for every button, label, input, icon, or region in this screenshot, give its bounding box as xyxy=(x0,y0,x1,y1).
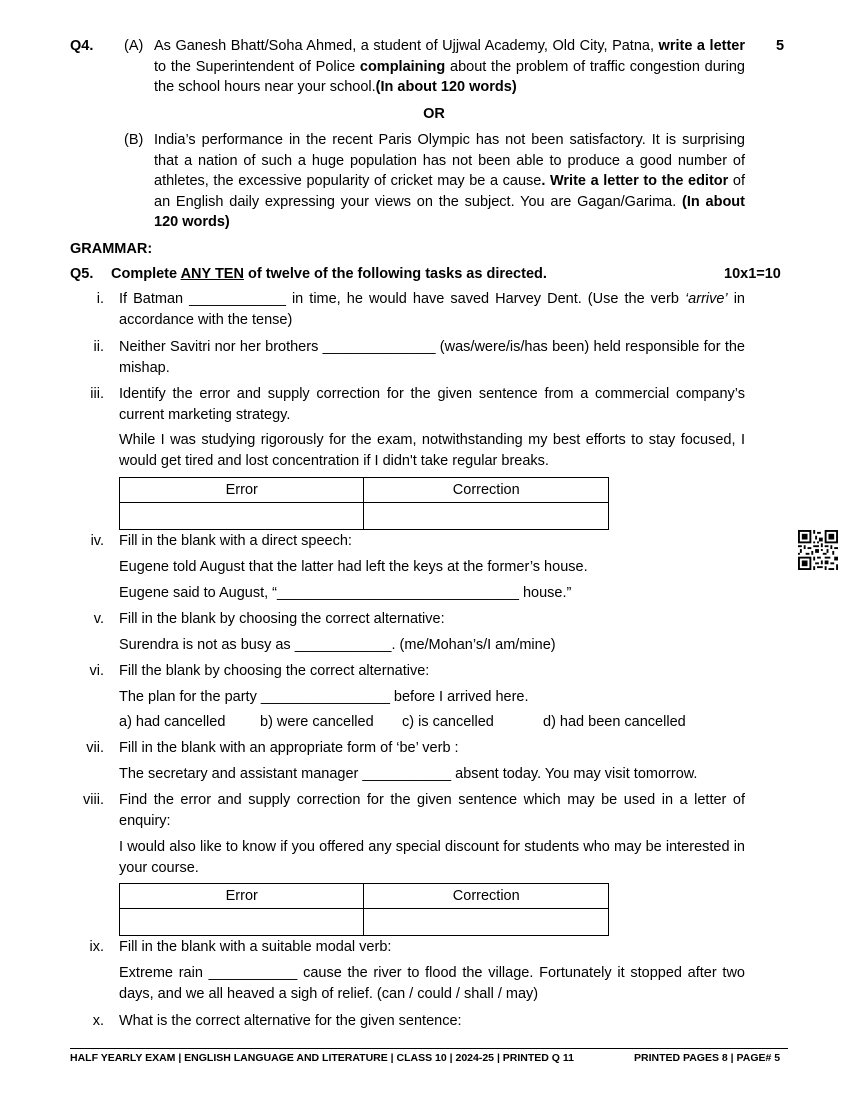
q4a-text-4: complaining xyxy=(359,58,446,75)
q5-label: Q5. xyxy=(70,266,94,282)
item-viii-num: viii. xyxy=(83,792,104,808)
q4-label: Q4. xyxy=(70,38,94,54)
item-iii-instruction: Identify the error and supply correction for the given sentence from a commercial company’s current marketing strategy. xyxy=(119,386,745,423)
item-ix-instruction: Fill in the blank with a suitable modal verb: xyxy=(119,939,392,955)
item-vi-option-b: b) were cancelled xyxy=(260,714,374,730)
item-vi-option-a: a) had cancelled xyxy=(119,714,226,730)
footer-rule xyxy=(70,1048,788,1049)
item-v-num: v. xyxy=(93,611,104,627)
item-i-text-3: in accordance with the tense) xyxy=(119,291,745,328)
item-vi-sentence: The plan for the party ________________ before I arrived here. xyxy=(119,689,529,705)
q5-instruction-1: Complete xyxy=(111,266,181,282)
item-iii-sentence: While I was studying rigorously for the exam, notwithstanding my best efforts to stay focused, I would get tired and lost concentration if I didn't take regular breaks. xyxy=(119,432,745,469)
item-viii-instruction: Find the error and supply correction for the given sentence which may be used in a letter of enquiry: xyxy=(119,792,745,829)
grammar-heading: GRAMMAR: xyxy=(70,241,153,257)
q4a-text-3: to the Superintendent of Police xyxy=(154,58,360,75)
q4a-text-6: (In about 120 words) xyxy=(375,79,517,95)
q4a-text-5: about the problem of traffic congestion during the school hours near your school. xyxy=(154,58,745,95)
item-iii-num: iii. xyxy=(90,386,104,402)
error-cell[interactable] xyxy=(120,909,364,936)
item-vii-sentence: The secretary and assistant manager ___________ absent today. You may visit tomorrow. xyxy=(119,766,698,782)
correction-header: Correction xyxy=(364,478,609,503)
item-i-text-1: If Batman ____________ in time, he would have saved Harvey Dent. (Use the verb xyxy=(119,291,685,307)
item-iv-sentence: Eugene told August that the latter had left the keys at the former’s house. xyxy=(119,559,588,575)
item-vi-instruction: Fill the blank by choosing the correct alternative: xyxy=(119,663,430,679)
item-iii-error-table xyxy=(119,477,609,530)
item-iv-answer-line: Eugene said to August, “______________________________ house.” xyxy=(119,585,572,601)
item-viii-error-table xyxy=(119,883,609,936)
q4a-text-2: write a letter xyxy=(658,38,745,54)
q4a-text xyxy=(154,36,745,98)
q4a-label: (A) xyxy=(124,38,144,54)
correction-header: Correction xyxy=(364,884,609,909)
q4b-text-4: (In about 120 words) xyxy=(154,193,745,230)
q4a-text-1: As Ganesh Bhatt/Soha Ahmed, a student of Ujjwal Academy, Old City, Patna, xyxy=(154,38,659,54)
footer-right: PRINTED PAGES 8 | PAGE# 5 xyxy=(634,1052,781,1064)
error-header: Error xyxy=(120,478,364,503)
item-viii-sentence: I would also like to know if you offered any special discount for students who may be interested in your course. xyxy=(119,839,745,876)
item-v-instruction: Fill in the blank by choosing the correct alternative: xyxy=(119,611,445,627)
q5-instruction-3: of twelve of the following tasks as directed. xyxy=(243,266,547,282)
q4b-label: (B) xyxy=(124,132,144,148)
item-ix-num: ix. xyxy=(89,939,104,955)
item-vi-option-d: d) had been cancelled xyxy=(543,714,686,730)
correction-cell[interactable] xyxy=(364,503,609,530)
error-cell[interactable] xyxy=(120,503,364,530)
q4b-text-1: India’s performance in the recent Paris Olympic has not been satisfactory. It is surprising that a nation of such a huge population has not been able to produce a good number of athletes, the excessive popularity of cricket may be a cause xyxy=(154,132,745,189)
item-x-instruction: What is the correct alternative for the given sentence: xyxy=(119,1013,462,1029)
item-iv-instruction: Fill in the blank with a direct speech: xyxy=(119,533,352,549)
item-ix-sentence: Extreme rain ___________ cause the river to flood the village. Fortunately it stopped after two days, and we all heaved a sigh of relief. (can / could / shall / may) xyxy=(119,965,745,1002)
item-vii-instruction: Fill in the blank with an appropriate form of ‘be’ verb : xyxy=(119,740,459,756)
q5-marks: 10x1=10 xyxy=(724,266,781,282)
q5-instruction-2: ANY TEN xyxy=(180,266,244,282)
q4b-text-3: of an English daily expressing your views on the subject. You are Gagan/Garima. xyxy=(154,173,745,210)
item-i-text xyxy=(119,289,745,330)
item-iv-num: iv. xyxy=(90,533,104,549)
item-vi-option-c: c) is cancelled xyxy=(402,714,494,730)
item-vii-num: vii. xyxy=(86,740,104,756)
error-header: Error xyxy=(120,884,364,909)
item-x-num: x. xyxy=(92,1013,104,1029)
item-ii-text: Neither Savitri nor her brothers ______________ (was/were/is/has been) held responsible for the mishap. xyxy=(119,339,745,376)
q4b-text xyxy=(154,130,745,233)
footer-left: HALF YEARLY EXAM | ENGLISH LANGUAGE AND LITERATURE | CLASS 10 | 2024-25 | PRINTED Q 11 xyxy=(70,1052,574,1064)
qr-code-icon xyxy=(798,530,838,570)
or-separator: OR xyxy=(423,106,445,122)
q4b-text-2: . Write a letter to the editor xyxy=(541,173,729,189)
item-ii-num: ii. xyxy=(93,339,104,355)
q5-instruction xyxy=(111,264,547,284)
correction-cell[interactable] xyxy=(364,909,609,936)
item-i-num: i. xyxy=(96,291,104,307)
item-v-sentence: Surendra is not as busy as ____________. (me/Mohan’s/I am/mine) xyxy=(119,637,556,653)
item-vi-num: vi. xyxy=(89,663,104,679)
q4-marks: 5 xyxy=(776,38,785,54)
item-i-text-2: ‘arrive’ xyxy=(684,291,728,307)
